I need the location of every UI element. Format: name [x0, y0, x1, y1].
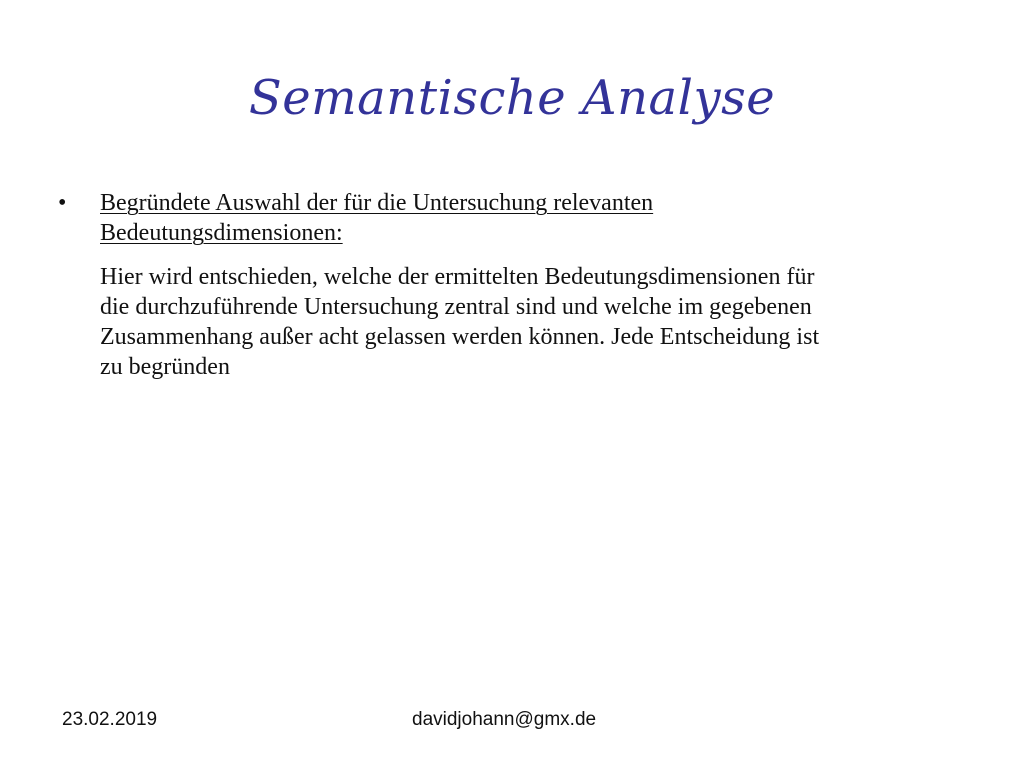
bullet-heading: [100, 188, 978, 248]
paragraph-line-2: die durchzuführende Untersuchung zentral sind und welche im gegebenen: [100, 294, 812, 320]
bullet-heading-line-2: Bedeutungsdimensionen:: [100, 220, 343, 246]
bullet-item: [58, 188, 978, 248]
slide-content: [58, 188, 978, 382]
bullet-icon: •: [58, 190, 67, 216]
footer-date: 23.02.2019: [62, 709, 158, 730]
footer-email: davidjohann@gmx.de: [412, 709, 597, 730]
slide-title: Semantische Analyse: [248, 70, 776, 126]
bullet-paragraph: [100, 262, 960, 382]
bullet-heading-line-1: Begründete Auswahl der für die Untersuchung relevanten: [100, 190, 654, 216]
paragraph-line-1: Hier wird entschieden, welche der ermittelten Bedeutungsdimensionen für: [100, 264, 815, 290]
paragraph-line-3: Zusammenhang außer acht gelassen werden können. Jede Entscheidung ist: [100, 324, 820, 350]
paragraph-line-4: zu begründen: [100, 354, 230, 380]
